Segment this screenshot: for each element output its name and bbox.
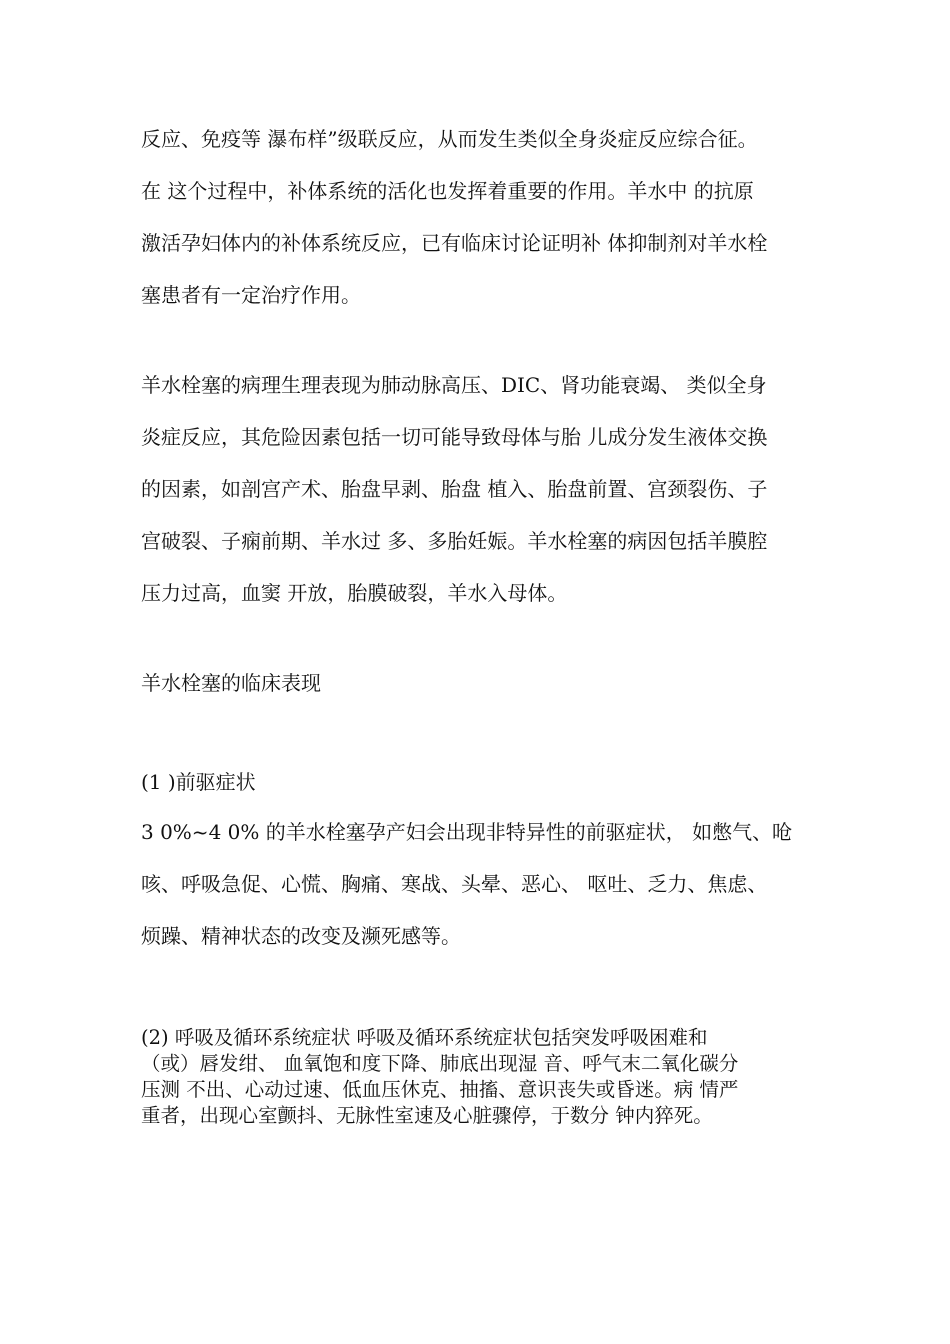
text-line: 在 这个过程中，补体系统的活化也发挥着重要的作用。羊水中 的抗原	[141, 179, 754, 203]
paragraph-prodromal-symptoms	[141, 806, 821, 962]
text-line: (2) 呼吸及循环系统症状 呼吸及循环系统症状包括突发呼吸困难和	[141, 1026, 708, 1049]
text-line: 羊水栓塞的病理生理表现为肺动脉高压、DIC、肾功能衰竭、 类似全身	[141, 373, 767, 397]
text-line: 3 0%~4 0% 的羊水栓塞孕产妇会出现非特异性的前驱症状， 如憋气、呛	[141, 820, 793, 844]
text-line: 烦躁、精神状态的改变及濒死感等。	[141, 924, 461, 948]
text-line: 的因素，如剖宫产术、胎盘早剥、胎盘 植入、胎盘前置、宫颈裂伤、子	[141, 477, 768, 501]
subheading-text: (1 )前驱症状	[141, 770, 256, 794]
heading-text: 羊水栓塞的临床表现	[141, 671, 321, 695]
paragraph-respiratory-circulatory-symptoms	[141, 1025, 821, 1129]
text-line: 压力过高，血窦 开放，胎膜破裂，羊水入母体。	[141, 581, 568, 605]
text-line: 炎症反应，其危险因素包括一切可能导致母体与胎 儿成分发生液体交换	[141, 425, 768, 449]
text-line: 塞患者有一定治疗作用。	[141, 283, 361, 307]
subheading-prodromal-symptoms	[141, 756, 821, 808]
text-line: 宫破裂、子痫前期、羊水过 多、多胎妊娠。羊水栓塞的病因包括羊膜腔	[141, 529, 768, 553]
text-line: 重者，出现心室颤抖、无脉性室速及心脏骤停，于数分 钟内猝死。	[141, 1104, 713, 1127]
section-heading-clinical-manifestations	[141, 657, 821, 709]
text-line: （或）唇发绀、 血氧饱和度下降、肺底出现湿 音、呼气末二氧化碳分	[141, 1052, 739, 1075]
text-line: 反应、免疫等 瀑布样”级联反应，从而发生类似全身炎症反应综合征。	[141, 127, 758, 151]
text-line: 激活孕妇体内的补体系统反应，已有临床讨论证明补 体抑制剂对羊水栓	[141, 231, 768, 255]
paragraph-pathophysiology	[141, 359, 821, 619]
text-line: 咳、呼吸急促、心慌、胸痛、寒战、头晕、恶心、 呕吐、乏力、焦虑、	[141, 872, 768, 896]
text-line: 压测 不出、心动过速、低血压休克、抽搐、意识丧失或昏迷。病 情严	[141, 1078, 739, 1101]
paragraph-complement-activation	[141, 113, 821, 321]
